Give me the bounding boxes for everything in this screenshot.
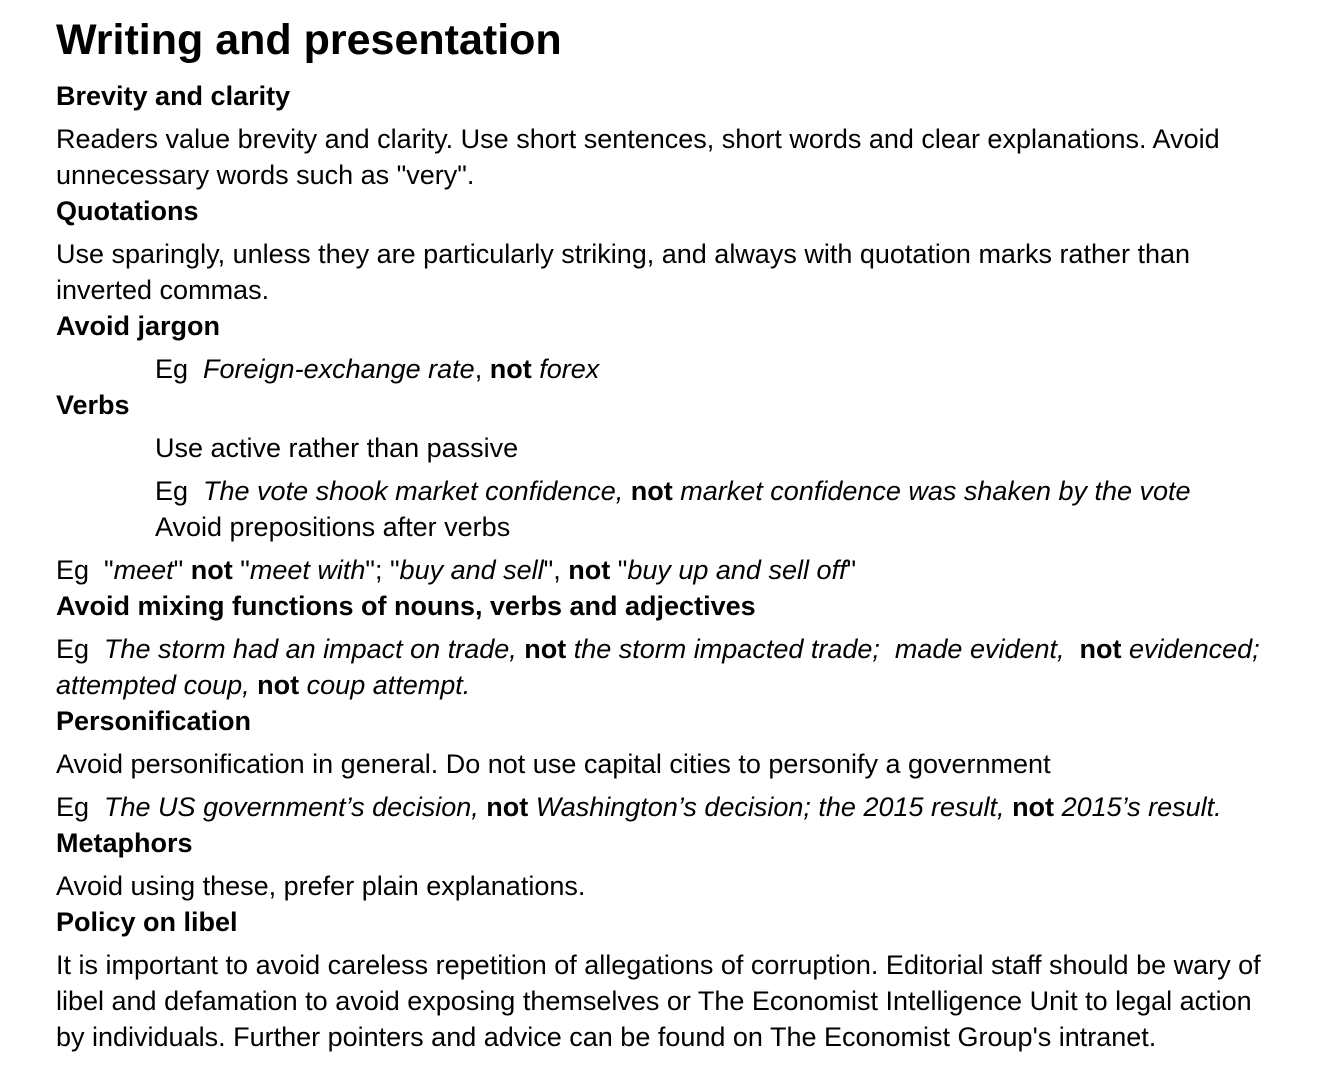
section-heading: Quotations	[56, 196, 199, 226]
body-paragraph: Readers value brevity and clarity. Use short sentences, short words and clear explanations. Avoid unnecessary words such as "very".	[56, 124, 1228, 190]
section-heading: Brevity and clarity	[56, 81, 291, 111]
indented-example-line: Eg The vote shook market confidence, not market confidence was shaken by the vote Avoid prepositions after verbs	[155, 476, 1191, 542]
body-paragraph: Eg The US government’s decision, not Washington’s decision; the 2015 result, not 2015’s result.	[56, 792, 1222, 822]
section-heading: Personification	[56, 706, 252, 736]
body-paragraph: Eg The storm had an impact on trade, not the storm impacted trade; made evident, not evidenced; attempted coup, not coup attempt.	[56, 634, 1268, 700]
section-heading: Avoid mixing functions of nouns, verbs and adjectives	[56, 591, 756, 621]
page-title: Writing and presentation	[56, 16, 562, 64]
body-paragraph: Eg "meet" not "meet with"; "buy and sell", not "buy up and sell off"	[56, 555, 857, 585]
body-paragraph: Avoid personification in general. Do not use capital cities to personify a government	[56, 749, 1051, 779]
section-heading: Avoid jargon	[56, 311, 221, 341]
body-paragraph: Avoid using these, prefer plain explanations.	[56, 871, 586, 901]
body-paragraph: It is important to avoid careless repetition of allegations of corruption. Editorial staff should be wary of libel and defamation to avoid exposing themselves or The Economist Intelligence Unit to legal action by individuals. Further pointers and advice can be found on The Economist Group's intranet.	[56, 950, 1269, 1052]
body-paragraph: Use sparingly, unless they are particularly striking, and always with quotation marks rather than inverted commas.	[56, 239, 1198, 305]
section-heading: Policy on libel	[56, 907, 238, 937]
section-heading: Metaphors	[56, 828, 193, 858]
section-heading: Verbs	[56, 390, 130, 420]
indented-example-line: Use active rather than passive	[155, 433, 519, 463]
indented-example-line: Eg Foreign-exchange rate, not forex	[155, 354, 600, 384]
document-body	[56, 78, 1268, 1055]
